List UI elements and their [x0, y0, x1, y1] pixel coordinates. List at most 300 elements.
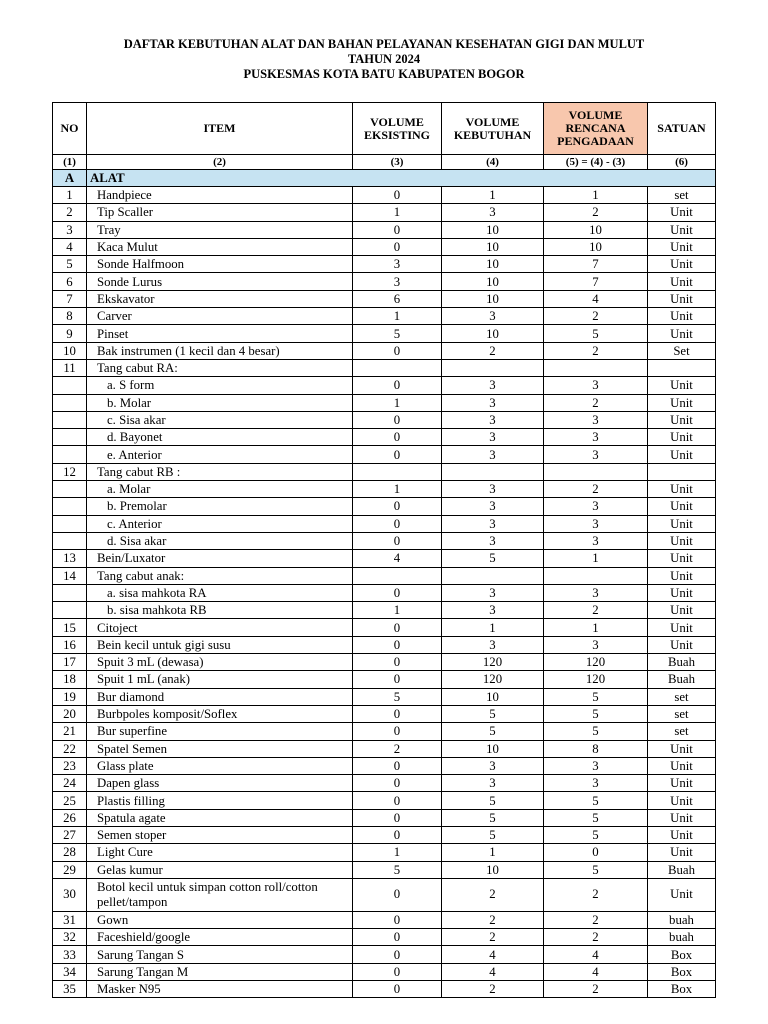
row-volume-rencana: 2: [544, 981, 648, 998]
row-volume-kebutuhan: 3: [442, 757, 544, 774]
row-item: Tray: [87, 221, 353, 238]
row-volume-rencana: 3: [544, 584, 648, 601]
row-no: 10: [53, 342, 87, 359]
table-row: [53, 273, 716, 290]
row-volume-eksisting: [353, 463, 442, 480]
row-volume-kebutuhan: 5: [442, 826, 544, 843]
row-no: 33: [53, 946, 87, 963]
row-no: 3: [53, 221, 87, 238]
col-number-2: (2): [87, 155, 353, 170]
row-no: 35: [53, 981, 87, 998]
row-no: 27: [53, 826, 87, 843]
row-volume-rencana: 5: [544, 688, 648, 705]
row-volume-eksisting: 0: [353, 671, 442, 688]
table-row: [53, 826, 716, 843]
table-row: [53, 602, 716, 619]
table-row: [53, 325, 716, 342]
title-line-1: DAFTAR KEBUTUHAN ALAT DAN BAHAN PELAYANAN KESEHATAN GIGI DAN MULUT: [123, 37, 645, 51]
table-row: [53, 532, 716, 549]
row-item: Spuit 1 mL (anak): [87, 671, 353, 688]
row-no: [53, 411, 87, 428]
row-no: [53, 446, 87, 463]
row-satuan: Unit: [648, 515, 716, 532]
row-no: [53, 429, 87, 446]
row-satuan: Unit: [648, 273, 716, 290]
row-volume-rencana: [544, 567, 648, 584]
table-row: [53, 221, 716, 238]
table-row: [53, 377, 716, 394]
row-item: Sarung Tangan M: [87, 963, 353, 980]
needs-table: [52, 102, 716, 998]
table-row: [53, 567, 716, 584]
row-volume-kebutuhan: 2: [442, 911, 544, 928]
row-volume-rencana: 5: [544, 723, 648, 740]
row-satuan: Unit: [648, 844, 716, 861]
row-satuan: Unit: [648, 532, 716, 549]
row-item: c. Anterior: [87, 515, 353, 532]
row-volume-eksisting: 6: [353, 290, 442, 307]
row-volume-eksisting: 0: [353, 826, 442, 843]
row-item: Spuit 3 mL (dewasa): [87, 654, 353, 671]
row-no: [53, 584, 87, 601]
row-no: [53, 377, 87, 394]
row-volume-rencana: 5: [544, 792, 648, 809]
row-volume-eksisting: 3: [353, 256, 442, 273]
table-row: [53, 654, 716, 671]
table-row: [53, 550, 716, 567]
table-row: [53, 481, 716, 498]
column-number-row: [53, 155, 716, 170]
row-no: 31: [53, 911, 87, 928]
row-no: 32: [53, 929, 87, 946]
row-no: 7: [53, 290, 87, 307]
row-satuan: Unit: [648, 757, 716, 774]
header-no: NO: [53, 103, 87, 155]
row-volume-eksisting: 0: [353, 705, 442, 722]
row-satuan: Unit: [648, 584, 716, 601]
row-volume-eksisting: 0: [353, 515, 442, 532]
document-title: [0, 37, 768, 82]
row-no: [53, 515, 87, 532]
row-no: 12: [53, 463, 87, 480]
table-row: [53, 446, 716, 463]
row-volume-eksisting: 0: [353, 946, 442, 963]
row-volume-rencana: 3: [544, 377, 648, 394]
row-item: Sarung Tangan S: [87, 946, 353, 963]
row-volume-rencana: 10: [544, 221, 648, 238]
row-volume-kebutuhan: 10: [442, 238, 544, 255]
table-row: [53, 342, 716, 359]
table-row: [53, 705, 716, 722]
row-item: Tip Scaller: [87, 204, 353, 221]
row-item: Tang cabut RB :: [87, 463, 353, 480]
row-item: Gelas kumur: [87, 861, 353, 878]
row-satuan: Unit: [648, 238, 716, 255]
row-volume-kebutuhan: 5: [442, 550, 544, 567]
row-no: 21: [53, 723, 87, 740]
row-item: Masker N95: [87, 981, 353, 998]
row-volume-rencana: 2: [544, 911, 648, 928]
row-volume-kebutuhan: 10: [442, 221, 544, 238]
row-item: Bur diamond: [87, 688, 353, 705]
row-no: 29: [53, 861, 87, 878]
row-item: Tang cabut anak:: [87, 567, 353, 584]
row-volume-rencana: 3: [544, 429, 648, 446]
row-no: [53, 498, 87, 515]
row-satuan: Unit: [648, 498, 716, 515]
row-no: 17: [53, 654, 87, 671]
row-volume-kebutuhan: 2: [442, 981, 544, 998]
table-row: [53, 308, 716, 325]
row-satuan: Unit: [648, 809, 716, 826]
row-volume-kebutuhan: 3: [442, 602, 544, 619]
table-row: [53, 963, 716, 980]
row-no: 30: [53, 878, 87, 911]
row-no: 2: [53, 204, 87, 221]
row-volume-rencana: 1: [544, 187, 648, 204]
row-item: Pinset: [87, 325, 353, 342]
table-row: [53, 515, 716, 532]
row-volume-rencana: 3: [544, 515, 648, 532]
section-letter: A: [53, 170, 87, 187]
table-row: [53, 394, 716, 411]
table-row: [53, 878, 716, 911]
row-item: Kaca Mulut: [87, 238, 353, 255]
row-no: 4: [53, 238, 87, 255]
row-volume-rencana: [544, 463, 648, 480]
row-item: Tang cabut RA:: [87, 359, 353, 376]
row-satuan: Unit: [648, 290, 716, 307]
section-row-alat: [53, 170, 716, 187]
row-volume-kebutuhan: 10: [442, 688, 544, 705]
row-satuan: Buah: [648, 671, 716, 688]
row-volume-kebutuhan: 10: [442, 861, 544, 878]
row-volume-kebutuhan: 3: [442, 394, 544, 411]
row-volume-eksisting: 1: [353, 308, 442, 325]
row-satuan: buah: [648, 929, 716, 946]
row-satuan: Unit: [648, 619, 716, 636]
row-volume-kebutuhan: 5: [442, 705, 544, 722]
col-number-5: (5) = (4) - (3): [544, 155, 648, 170]
row-no: 11: [53, 359, 87, 376]
row-no: 23: [53, 757, 87, 774]
row-volume-rencana: 2: [544, 878, 648, 911]
row-item: a. Molar: [87, 481, 353, 498]
row-volume-rencana: 10: [544, 238, 648, 255]
row-volume-kebutuhan: 3: [442, 775, 544, 792]
row-volume-rencana: 1: [544, 619, 648, 636]
row-satuan: Unit: [648, 775, 716, 792]
table-row: [53, 929, 716, 946]
row-volume-kebutuhan: 120: [442, 671, 544, 688]
row-volume-eksisting: 1: [353, 602, 442, 619]
row-volume-eksisting: 0: [353, 981, 442, 998]
table-row: [53, 498, 716, 515]
row-volume-rencana: 120: [544, 671, 648, 688]
table-row: [53, 688, 716, 705]
row-satuan: set: [648, 688, 716, 705]
row-no: 34: [53, 963, 87, 980]
row-volume-kebutuhan: 3: [442, 377, 544, 394]
row-item: b. sisa mahkota RB: [87, 602, 353, 619]
table-row: [53, 290, 716, 307]
row-volume-kebutuhan: 5: [442, 792, 544, 809]
table-row: [53, 757, 716, 774]
row-no: 14: [53, 567, 87, 584]
col-number-3: (3): [353, 155, 442, 170]
row-volume-rencana: 5: [544, 705, 648, 722]
row-no: 26: [53, 809, 87, 826]
row-item: Plastis filling: [87, 792, 353, 809]
row-volume-kebutuhan: 5: [442, 809, 544, 826]
row-volume-eksisting: 1: [353, 204, 442, 221]
row-volume-rencana: 1: [544, 550, 648, 567]
table-row: [53, 256, 716, 273]
row-volume-kebutuhan: 3: [442, 584, 544, 601]
row-item: Dapen glass: [87, 775, 353, 792]
row-no: 5: [53, 256, 87, 273]
row-satuan: Unit: [648, 377, 716, 394]
row-volume-rencana: 3: [544, 446, 648, 463]
row-volume-kebutuhan: 2: [442, 878, 544, 911]
row-item: Sonde Lurus: [87, 273, 353, 290]
row-volume-kebutuhan: 3: [442, 411, 544, 428]
row-volume-rencana: 2: [544, 204, 648, 221]
row-volume-rencana: 2: [544, 342, 648, 359]
row-volume-rencana: 5: [544, 826, 648, 843]
row-volume-eksisting: 0: [353, 619, 442, 636]
row-item: b. Molar: [87, 394, 353, 411]
row-volume-eksisting: 0: [353, 911, 442, 928]
row-volume-eksisting: [353, 359, 442, 376]
row-volume-rencana: 8: [544, 740, 648, 757]
row-no: 1: [53, 187, 87, 204]
row-satuan: Box: [648, 981, 716, 998]
table-row: [53, 981, 716, 998]
row-item: Light Cure: [87, 844, 353, 861]
row-volume-eksisting: 0: [353, 636, 442, 653]
row-volume-rencana: 7: [544, 256, 648, 273]
row-satuan: Unit: [648, 636, 716, 653]
row-volume-rencana: 5: [544, 325, 648, 342]
row-satuan: Unit: [648, 602, 716, 619]
row-item: Bein kecil untuk gigi susu: [87, 636, 353, 653]
row-volume-eksisting: 0: [353, 757, 442, 774]
row-volume-kebutuhan: 4: [442, 946, 544, 963]
row-item: Spatel Semen: [87, 740, 353, 757]
row-satuan: [648, 359, 716, 376]
row-item: a. sisa mahkota RA: [87, 584, 353, 601]
row-volume-kebutuhan: 4: [442, 963, 544, 980]
row-item: Glass plate: [87, 757, 353, 774]
row-no: 8: [53, 308, 87, 325]
row-item: Ekskavator: [87, 290, 353, 307]
row-volume-rencana: 3: [544, 775, 648, 792]
row-volume-kebutuhan: 2: [442, 929, 544, 946]
row-volume-eksisting: 5: [353, 325, 442, 342]
row-volume-eksisting: 0: [353, 878, 442, 911]
row-volume-eksisting: 5: [353, 688, 442, 705]
row-satuan: Unit: [648, 394, 716, 411]
table-row: [53, 463, 716, 480]
row-satuan: Unit: [648, 221, 716, 238]
table-row: [53, 671, 716, 688]
row-no: 18: [53, 671, 87, 688]
row-item: d. Sisa akar: [87, 532, 353, 549]
row-no: [53, 602, 87, 619]
row-volume-rencana: 3: [544, 532, 648, 549]
row-volume-rencana: 2: [544, 308, 648, 325]
col-number-6: (6): [648, 155, 716, 170]
row-satuan: Unit: [648, 567, 716, 584]
row-no: 22: [53, 740, 87, 757]
row-satuan: [648, 463, 716, 480]
table-row: [53, 187, 716, 204]
row-no: 13: [53, 550, 87, 567]
row-no: 28: [53, 844, 87, 861]
row-volume-kebutuhan: 1: [442, 187, 544, 204]
col-number-1: (1): [53, 155, 87, 170]
row-item: Burbpoles komposit/Soflex: [87, 705, 353, 722]
row-satuan: buah: [648, 911, 716, 928]
row-volume-kebutuhan: 120: [442, 654, 544, 671]
header-volume-eksisting: VOLUME EKSISTING: [353, 103, 442, 155]
row-volume-rencana: 4: [544, 946, 648, 963]
row-volume-rencana: 120: [544, 654, 648, 671]
table-row: [53, 809, 716, 826]
row-volume-kebutuhan: 10: [442, 740, 544, 757]
row-volume-kebutuhan: [442, 463, 544, 480]
table-row: [53, 584, 716, 601]
table-row: [53, 861, 716, 878]
table-row: [53, 946, 716, 963]
row-item: Faceshield/google: [87, 929, 353, 946]
row-volume-kebutuhan: 10: [442, 325, 544, 342]
row-volume-kebutuhan: 3: [442, 515, 544, 532]
row-volume-rencana: [544, 359, 648, 376]
row-item: Semen stoper: [87, 826, 353, 843]
row-no: 9: [53, 325, 87, 342]
row-no: [53, 394, 87, 411]
row-satuan: Box: [648, 963, 716, 980]
row-satuan: Unit: [648, 204, 716, 221]
row-satuan: Set: [648, 342, 716, 359]
row-volume-eksisting: 0: [353, 792, 442, 809]
row-no: 24: [53, 775, 87, 792]
col-number-4: (4): [442, 155, 544, 170]
row-satuan: Buah: [648, 654, 716, 671]
row-volume-eksisting: 0: [353, 809, 442, 826]
table-row: [53, 429, 716, 446]
row-satuan: set: [648, 705, 716, 722]
row-volume-kebutuhan: 2: [442, 342, 544, 359]
row-volume-kebutuhan: 1: [442, 844, 544, 861]
row-no: 25: [53, 792, 87, 809]
row-satuan: Unit: [648, 429, 716, 446]
row-satuan: set: [648, 723, 716, 740]
row-no: 16: [53, 636, 87, 653]
row-volume-kebutuhan: 10: [442, 256, 544, 273]
header-volume-rencana-pengadaan: VOLUME RENCANA PENGADAAN: [544, 103, 648, 155]
row-item: Sonde Halfmoon: [87, 256, 353, 273]
row-volume-rencana: 4: [544, 290, 648, 307]
row-satuan: Unit: [648, 308, 716, 325]
row-volume-eksisting: 0: [353, 238, 442, 255]
row-no: 6: [53, 273, 87, 290]
row-item: a. S form: [87, 377, 353, 394]
row-volume-eksisting: 3: [353, 273, 442, 290]
row-volume-kebutuhan: 3: [442, 636, 544, 653]
table-row: [53, 359, 716, 376]
row-volume-rencana: 2: [544, 481, 648, 498]
row-satuan: Unit: [648, 826, 716, 843]
row-item: Gown: [87, 911, 353, 928]
table-row: [53, 792, 716, 809]
row-volume-eksisting: 5: [353, 861, 442, 878]
row-item: Spatula agate: [87, 809, 353, 826]
row-volume-eksisting: 0: [353, 929, 442, 946]
row-item: Bein/Luxator: [87, 550, 353, 567]
table-body: [53, 187, 716, 998]
table-row: [53, 723, 716, 740]
row-item: Bak instrumen (1 kecil dan 4 besar): [87, 342, 353, 359]
row-volume-eksisting: 0: [353, 775, 442, 792]
row-volume-eksisting: 0: [353, 377, 442, 394]
table-row: [53, 636, 716, 653]
row-volume-eksisting: 1: [353, 481, 442, 498]
table-row: [53, 911, 716, 928]
row-item: c. Sisa akar: [87, 411, 353, 428]
row-volume-eksisting: 0: [353, 221, 442, 238]
table-row: [53, 844, 716, 861]
title-line-3: PUSKESMAS KOTA BATU KABUPATEN BOGOR: [243, 67, 525, 81]
row-volume-eksisting: 1: [353, 844, 442, 861]
row-volume-eksisting: 0: [353, 654, 442, 671]
table-row: [53, 238, 716, 255]
row-item: Botol kecil untuk simpan cotton roll/cotton pellet/tampon: [87, 878, 353, 911]
row-satuan: Unit: [648, 446, 716, 463]
row-volume-eksisting: 0: [353, 342, 442, 359]
row-volume-kebutuhan: 3: [442, 498, 544, 515]
row-volume-kebutuhan: 3: [442, 446, 544, 463]
row-satuan: Unit: [648, 481, 716, 498]
row-volume-rencana: 3: [544, 757, 648, 774]
row-volume-eksisting: 0: [353, 429, 442, 446]
row-item: d. Bayonet: [87, 429, 353, 446]
table-row: [53, 775, 716, 792]
row-volume-rencana: 3: [544, 636, 648, 653]
row-satuan: Unit: [648, 325, 716, 342]
row-satuan: Unit: [648, 878, 716, 911]
table-row: [53, 204, 716, 221]
row-no: [53, 532, 87, 549]
header-volume-kebutuhan: VOLUME KEBUTUHAN: [442, 103, 544, 155]
row-volume-rencana: 2: [544, 394, 648, 411]
row-volume-kebutuhan: 3: [442, 429, 544, 446]
row-volume-eksisting: 0: [353, 411, 442, 428]
row-item: e. Anterior: [87, 446, 353, 463]
row-volume-eksisting: 0: [353, 963, 442, 980]
row-volume-rencana: 5: [544, 809, 648, 826]
row-item: Carver: [87, 308, 353, 325]
row-volume-eksisting: 0: [353, 532, 442, 549]
row-no: 20: [53, 705, 87, 722]
row-satuan: Box: [648, 946, 716, 963]
row-no: 19: [53, 688, 87, 705]
header-satuan: SATUAN: [648, 103, 716, 155]
row-volume-kebutuhan: [442, 567, 544, 584]
row-volume-kebutuhan: 3: [442, 204, 544, 221]
